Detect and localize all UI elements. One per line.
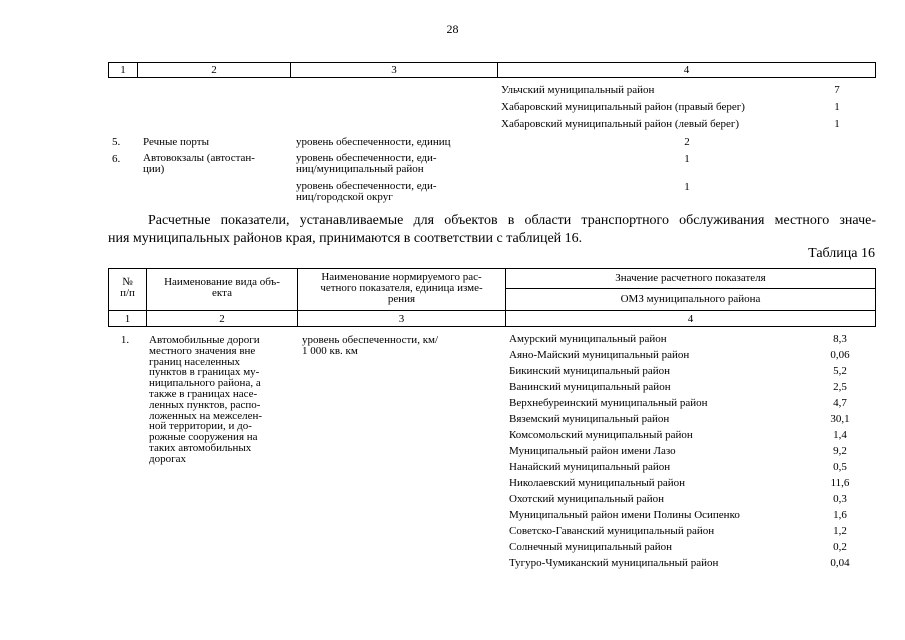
header-indicator-line: рения [387,293,416,305]
header-num [109,277,146,299]
indicator-name [296,181,486,203]
object-name-line: Автомобильные дороги [149,334,260,346]
object-name-line: ленных пунктов, распо- [149,398,261,411]
row-number: 5. [112,136,121,148]
district-label: Верхнебуреинский муниципальный район [509,397,708,409]
object-name-line: местного значения вне [149,344,256,357]
district-label: Ульчский муниципальный район [501,84,655,96]
district-label: Охотский муниципальный район [509,493,665,505]
indicator-name [302,335,472,357]
table1-colnum-4: 4 [683,64,690,76]
district-value: 1,4 [833,429,847,441]
header-object-line: Наименование вида объ- [164,276,280,288]
indicator-value: 1 [684,153,690,165]
paragraph-line: ния муниципальных районов края, принимаются в соответствии с таблицей 16. [108,231,583,246]
indicator-line: ниц/муниципальный район [296,163,424,175]
district-value: 2,5 [833,381,847,393]
object-name-line: границ населенных [149,355,241,368]
object-name-line: ной территории, и до- [149,420,252,433]
object-name: Речные порты [143,136,209,148]
object-name-line: ции) [143,163,165,175]
indicator-line: уровень обеспеченности, еди- [296,180,437,192]
indicator-line: уровень обеспеченности, еди- [296,152,437,164]
district-value: 7 [834,84,840,96]
district-value: 30,1 [830,413,850,425]
indicator-value: 2 [684,136,690,148]
object-name-line: Автовокзалы (автостан- [143,152,255,164]
indicator-line: ниц/городской округ [296,191,393,203]
district-label: Вяземский муниципальный район [509,413,670,425]
object-name-line: также в границах насе- [149,387,258,400]
district-label: Муниципальный район имени Лазо [509,445,676,457]
object-name-line: дорогах [149,452,186,465]
district-label: Хабаровский муниципальный район (левый берег) [501,118,740,130]
district-value: 4,7 [833,397,847,409]
district-value: 0,2 [833,541,847,553]
table1-colnum-2: 2 [138,63,291,77]
district-value: 5,2 [833,365,847,377]
header-value: Значение расчетного показателя [615,272,766,284]
district-value: 1,6 [833,509,847,521]
district-label: Бикинский муниципальный район [509,365,671,377]
district-label: Тугуро-Чумиканский муниципальный район [509,557,719,569]
district-label: Николаевский муниципальный район [509,477,686,489]
district-value: 1 [834,101,840,113]
district-label: Нанайский муниципальный район [509,461,671,473]
header-indicator-name [298,272,505,305]
indicator-value: 1 [684,181,690,193]
district-value: 1,2 [833,525,847,537]
header-indicator-line: четного показателя, единица изме- [320,282,483,294]
district-value: 0,04 [830,557,850,569]
district-value: 0,5 [833,461,847,473]
table-title: Таблица 16 [808,246,875,261]
table1-colnum-3: 3 [291,63,498,77]
header-num-line: № [122,276,133,288]
row-number: 6. [112,153,121,165]
row-number: 1. [120,334,130,346]
indicator-name: уровень обеспеченности, единиц [296,136,451,148]
indicator-name [296,153,486,175]
table16-colnum-2: 2 [219,313,225,325]
header-object-line: екта [212,287,232,299]
district-label: Советско-Гаванский муниципальный район [509,525,715,537]
table1-colnum-1: 1 [109,63,138,77]
district-label: Ванинский муниципальный район [509,381,671,393]
table16-colnum-3: 3 [398,313,405,325]
object-name-line: таких автомобильных [149,441,252,454]
table16-header [108,268,876,327]
district-value: 0,3 [833,493,847,505]
page-number: 28 [446,22,459,36]
paragraph-line: Расчетные показатели, устанавливаемые для объектов в области транспортного обслуживания местного значе- [148,213,876,228]
object-name-line: пунктов в границах му- [149,366,260,379]
district-label: Солнечный муниципальный район [509,541,673,553]
object-name [143,153,288,175]
district-label: Комсомольский муниципальный район [509,429,693,441]
district-label: Аяно-Майский муниципальный район [509,349,690,361]
header-indicator-line: Наименование нормируемого рас- [321,271,482,283]
header-omz: ОМЗ муниципального района [620,293,761,305]
district-value: 1 [834,118,840,130]
district-label: Амурский муниципальный район [509,333,667,345]
table1-column-numbers [108,62,876,78]
object-name-line: ложенных на межселен- [149,409,263,422]
table16-colnum-1: 1 [124,313,131,325]
district-value: 9,2 [833,445,847,457]
indicator-line: 1 000 кв. км [302,344,358,357]
district-value: 11,6 [830,477,850,489]
district-value: 0,06 [830,349,850,361]
district-label: Муниципальный район имени Полины Осипенко [509,509,740,521]
indicator-line: уровень обеспеченности, км/ [302,334,439,346]
header-object-name [147,277,297,299]
object-name-line: ниципального района, а [149,377,261,390]
header-num-line: п/п [120,287,135,299]
object-name [149,335,294,465]
district-value: 8,3 [833,333,847,345]
district-label: Хабаровский муниципальный район (правый берег) [501,101,745,113]
table16-colnum-4: 4 [687,313,694,325]
object-name-line: рожные сооружения на [149,431,258,444]
